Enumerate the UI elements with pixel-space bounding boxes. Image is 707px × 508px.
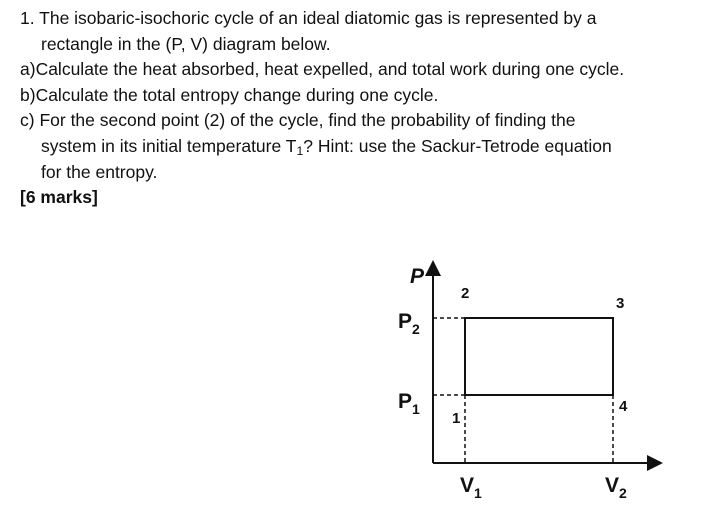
p1-label-main: P — [398, 390, 413, 413]
p2-label-sub: 2 — [412, 321, 420, 337]
part-b-text: Calculate the total entropy change during one cycle. — [35, 84, 439, 105]
point-2-label: 2 — [461, 285, 470, 302]
point-3-label: 3 — [616, 295, 625, 312]
part-c-line-2-post: ? Hint: use the Sackur-Tetrode equation — [303, 135, 612, 156]
v2-label-main: V — [605, 474, 620, 497]
v2-label-sub: 2 — [619, 485, 627, 501]
p2-label — [398, 310, 420, 337]
p1-label-sub: 1 — [412, 401, 420, 417]
v1-label-sub: 1 — [474, 485, 482, 501]
part-c-label: c) — [20, 110, 35, 131]
part-a-text: Calculate the heat absorbed, heat expelled, and total work during one cycle. — [35, 59, 625, 80]
v1-label — [460, 474, 482, 501]
p2-label-main: P — [398, 310, 413, 333]
part-a-label: a) — [20, 59, 36, 80]
part-b-label: b) — [20, 84, 36, 105]
cycle-rectangle — [465, 318, 613, 395]
p1-label — [398, 390, 420, 417]
part-c-line-2-sub: 1 — [296, 144, 304, 159]
question-intro-line-1: 1. The isobaric-isochoric cycle of an ideal diatomic gas is represented by a — [20, 8, 597, 28]
y-axis-title: P — [410, 265, 425, 288]
part-c-line-1: For the second point (2) of the cycle, find the probability of finding the — [39, 110, 576, 131]
point-4-label: 4 — [619, 398, 628, 415]
v1-label-main: V — [460, 474, 475, 497]
v2-label — [605, 474, 627, 501]
question-intro-line-2: rectangle in the (P, V) diagram below. — [41, 33, 331, 54]
point-1-label: 1 — [452, 410, 461, 427]
marks-label: [6 marks] — [20, 187, 98, 208]
part-c-line-2-pre: system in its initial temperature T — [41, 135, 297, 156]
part-c-line-3: for the entropy. — [41, 161, 158, 182]
